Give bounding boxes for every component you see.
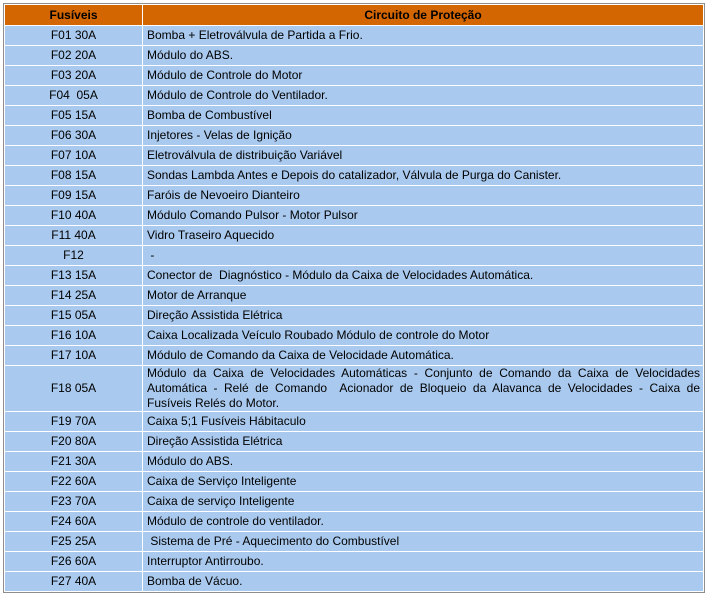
fuse-cell: F23 70A [5, 492, 142, 511]
circuit-cell: Módulo de Controle do Motor [143, 66, 703, 85]
fuse-cell: F07 10A [5, 146, 142, 165]
fuse-cell: F26 60A [5, 552, 142, 571]
fuse-cell: F02 20A [5, 46, 142, 65]
table-row [5, 572, 703, 591]
fuse-cell: F01 30A [5, 26, 142, 45]
circuit-cell: Direção Assistida Elétrica [143, 306, 703, 325]
table-row [5, 346, 703, 365]
circuit-cell: Módulo de Controle do Ventilador. [143, 86, 703, 105]
circuit-cell: Direção Assistida Elétrica [143, 432, 703, 451]
table-row [5, 66, 703, 85]
column-header-circuit: Circuito de Proteção [143, 5, 703, 25]
fuse-cell: F16 10A [5, 326, 142, 345]
table-row [5, 146, 703, 165]
circuit-cell: Conector de Diagnóstico - Módulo da Caixa de Velocidades Automática. [143, 266, 703, 285]
fuse-cell: F21 30A [5, 452, 142, 471]
table-row [5, 286, 703, 305]
circuit-cell: Módulo do ABS. [143, 452, 703, 471]
table-row [5, 552, 703, 571]
fuse-cell: F18 05A [5, 366, 142, 411]
fuse-cell: F08 15A [5, 166, 142, 185]
circuit-cell: Interruptor Antirroubo. [143, 552, 703, 571]
fuse-cell: F24 60A [5, 512, 142, 531]
circuit-cell: Sondas Lambda Antes e Depois do catalizador, Válvula de Purga do Canister. [143, 166, 703, 185]
fuse-cell: F03 20A [5, 66, 142, 85]
fuse-cell: F10 40A [5, 206, 142, 225]
circuit-cell: Sistema de Pré - Aquecimento do Combustível [143, 532, 703, 551]
circuit-cell: Caixa 5;1 Fusíveis Hábitaculo [143, 412, 703, 431]
table-body [5, 26, 703, 591]
circuit-cell: Módulo Comando Pulsor - Motor Pulsor [143, 206, 703, 225]
circuit-cell: Módulo de controle do ventilador. [143, 512, 703, 531]
table-row [5, 186, 703, 205]
circuit-cell: Vidro Traseiro Aquecido [143, 226, 703, 245]
table-row [5, 512, 703, 531]
fuse-cell: F25 25A [5, 532, 142, 551]
circuit-cell: Motor de Arranque [143, 286, 703, 305]
table-row [5, 86, 703, 105]
table-row [5, 46, 703, 65]
table-row [5, 452, 703, 471]
fuse-cell: F20 80A [5, 432, 142, 451]
circuit-cell: Módulo do ABS. [143, 46, 703, 65]
table-row [5, 306, 703, 325]
table-row [5, 532, 703, 551]
fuse-cell: F06 30A [5, 126, 142, 145]
table-row [5, 432, 703, 451]
fuse-cell: F13 15A [5, 266, 142, 285]
circuit-cell: Injetores - Velas de Ignição [143, 126, 703, 145]
circuit-cell: Bomba de Vácuo. [143, 572, 703, 591]
circuit-cell: Módulo da Caixa de Velocidades Automáticas - Conjunto de Comando da Caixa de Velocidades Automática - Relé de Comando Acionador de Bloqueio da Alavanca de Velocidades - Caixa de Fusíveis Relés do Motor. [143, 366, 703, 411]
column-header-fuses: Fusíveis [5, 5, 142, 25]
circuit-cell: Caixa de serviço Inteligente [143, 492, 703, 511]
table-header-row [5, 5, 703, 25]
table-row [5, 226, 703, 245]
table-row [5, 206, 703, 225]
fuse-cell: F05 15A [5, 106, 142, 125]
table-row [5, 492, 703, 511]
fuse-cell: F12 [5, 246, 142, 265]
table-row [5, 472, 703, 491]
fuse-cell: F11 40A [5, 226, 142, 245]
fuse-cell: F27 40A [5, 572, 142, 591]
circuit-cell: Caixa Localizada Veículo Roubado Módulo de controle do Motor [143, 326, 703, 345]
fuse-cell: F14 25A [5, 286, 142, 305]
table-row [5, 266, 703, 285]
fuse-cell: F19 70A [5, 412, 142, 431]
table-row [5, 126, 703, 145]
table-row [5, 246, 703, 265]
table-row [5, 26, 703, 45]
fuse-cell: F09 15A [5, 186, 142, 205]
fuse-cell: F04 05A [5, 86, 142, 105]
circuit-cell: Eletroválvula de distribuição Variável [143, 146, 703, 165]
fuse-cell: F15 05A [5, 306, 142, 325]
circuit-cell: Bomba de Combustível [143, 106, 703, 125]
circuit-cell: - [143, 246, 703, 265]
table-row [5, 326, 703, 345]
circuit-cell: Módulo de Comando da Caixa de Velocidade Automática. [143, 346, 703, 365]
fuse-cell: F22 60A [5, 472, 142, 491]
circuit-cell: Bomba + Eletroválvula de Partida a Frio. [143, 26, 703, 45]
circuit-cell: Caixa de Serviço Inteligente [143, 472, 703, 491]
table-row [5, 366, 703, 411]
circuit-cell: Faróis de Nevoeiro Dianteiro [143, 186, 703, 205]
table-row [5, 412, 703, 431]
table-row [5, 106, 703, 125]
fuse-table [3, 3, 705, 593]
fuse-cell: F17 10A [5, 346, 142, 365]
table-row [5, 166, 703, 185]
